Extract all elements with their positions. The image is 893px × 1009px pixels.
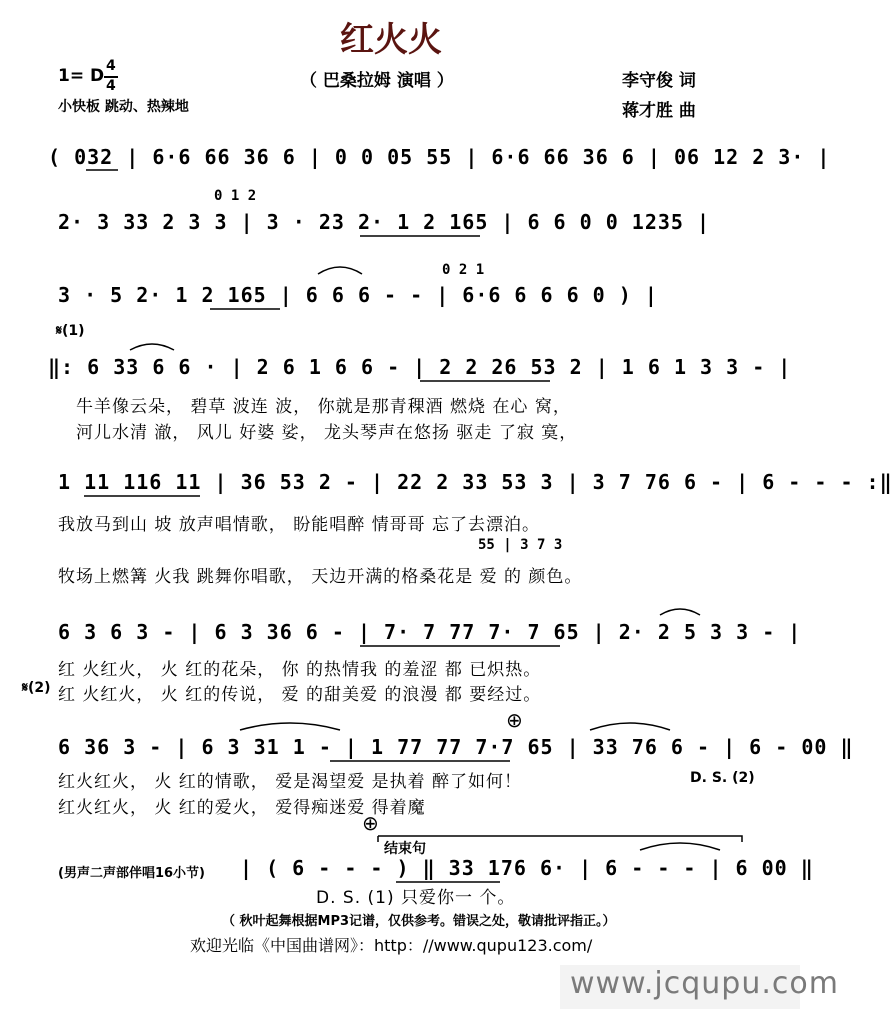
lyrics-row-4-verse-2: 河儿水清 澈， 风儿 好婆 娑， 龙头琴声在悠扬 驱走 了寂 寞， bbox=[76, 423, 578, 443]
cue-notes-row-2: 0 1 2 bbox=[214, 188, 257, 204]
ending-bracket bbox=[378, 836, 742, 842]
segno-mark-1: 𝄋(1) bbox=[56, 323, 85, 339]
notation-row-3: 3 · 5 2· 1 2 165 | 6 6 6 - - | 6·6 6 6 6 0 ) | bbox=[58, 283, 658, 307]
dal-segno-2: D. S. (2) bbox=[690, 770, 755, 786]
lyrics-row-7-verse-2: 红火红火， 火 红的爱火， 爱得痴迷爱 得着魔 bbox=[58, 798, 426, 818]
coda-sign-1: ⊕ bbox=[506, 708, 523, 732]
slur-row-3 bbox=[318, 267, 362, 274]
notation-row-5: 1 11 116 11 | 36 53 2 - | 22 2 33 53 3 | 3 7 76 6 - | 6 - - - :‖ bbox=[58, 470, 893, 494]
coda-sign-2: ⊕ bbox=[362, 811, 379, 835]
lyrics-row-8: D. S. (1) 只爱你一 个。 bbox=[316, 888, 516, 908]
singer-credit: （ 巴桑拉姆 演唱 ） bbox=[300, 71, 454, 91]
ending-label: 结束句 bbox=[384, 841, 426, 857]
notation-row-2: 2· 3 33 2 3 3 | 3 · 23 2· 1 2 165 | 6 6 0 0 1235 | bbox=[58, 210, 711, 234]
lyricist-credit: 李守俊 词 bbox=[622, 71, 696, 91]
song-title: 红火火 bbox=[340, 20, 442, 60]
notation-row-7: 6 36 3 - | 6 3 31 1 - | 1 77 77 7·7 65 | 33 76 6 - | 6 - 00 ‖ bbox=[58, 735, 854, 759]
lyrics-row-6-verse-2: 红 火红火， 火 红的传说， 爱 的甜美爱 的浪漫 都 要经过。 bbox=[58, 685, 542, 705]
lyrics-row-4-verse-1: 牛羊像云朵， 碧草 波连 波， 你就是那青稞酒 燃烧 在心 窝， bbox=[76, 397, 571, 417]
lyrics-row-6-verse-1: 红 火红火， 火 红的花朵， 你 的热情我 的羞涩 都 已炽热。 bbox=[58, 660, 542, 680]
slur-row-8 bbox=[640, 843, 720, 850]
slur-row-7a bbox=[240, 723, 340, 730]
cue-notes-row-5: 55 | 3 7 3 bbox=[478, 537, 563, 553]
slur-row-7b bbox=[590, 723, 670, 730]
segno-mark-2: 𝄋(2) bbox=[22, 680, 51, 696]
time-signature-bottom: 4 bbox=[106, 78, 116, 94]
notation-row-4: ‖: 6 33 6 6 · | 2 6 1 6 6 - | 2 2 26 53 2 | 1 6 1 3 3 - | bbox=[48, 355, 792, 379]
notation-row-8: | ( 6 - - - ) ‖ 33 176 6· | 6 - - - | 6 00 ‖ bbox=[240, 856, 814, 880]
key-signature: 1= D bbox=[58, 66, 105, 86]
lyrics-row-7-verse-1: 红火红火， 火 红的情歌， 爱是渴望爱 是执着 醉了如何！ bbox=[58, 772, 523, 792]
composer-credit: 蒋才胜 曲 bbox=[622, 101, 696, 121]
welcome-link: 欢迎光临《中国曲谱网》：http：//www.qupu123.com/ bbox=[190, 936, 593, 955]
lyrics-row-5-verse-1: 我放马到山 坡 放声唱情歌， 盼能唱醉 情哥哥 忘了去漂泊。 bbox=[58, 515, 541, 535]
cue-notes-row-3: 0 2 1 bbox=[442, 262, 485, 278]
slur-row-4 bbox=[130, 344, 174, 350]
time-signature-top: 4 bbox=[106, 58, 116, 74]
slur-row-6 bbox=[660, 609, 700, 615]
notation-row-6: 6 3 6 3 - | 6 3 36 6 - | 7· 7 77 7· 7 65 | 2· 2 5 3 3 - | bbox=[58, 620, 802, 644]
watermark: www.jcqupu.com bbox=[570, 966, 839, 1001]
transcription-note: （ 秋叶起舞根据MP3记谱，仅供参考。错误之处，敬请批评指正。） bbox=[222, 914, 616, 929]
tempo-marking: 小快板 跳动、热辣地 bbox=[58, 99, 189, 115]
accompaniment-note: (男声二声部伴唱16小节) bbox=[58, 866, 205, 881]
notation-row-1: ( 032 | 6·6 66 36 6 | 0 0 05 55 | 6·6 66 36 6 | 06 12 2 3· | bbox=[48, 145, 831, 169]
lyrics-row-5-verse-2: 牧场上燃篝 火我 跳舞你唱歌， 天边开满的格桑花是 爱 的 颜色。 bbox=[58, 567, 583, 587]
